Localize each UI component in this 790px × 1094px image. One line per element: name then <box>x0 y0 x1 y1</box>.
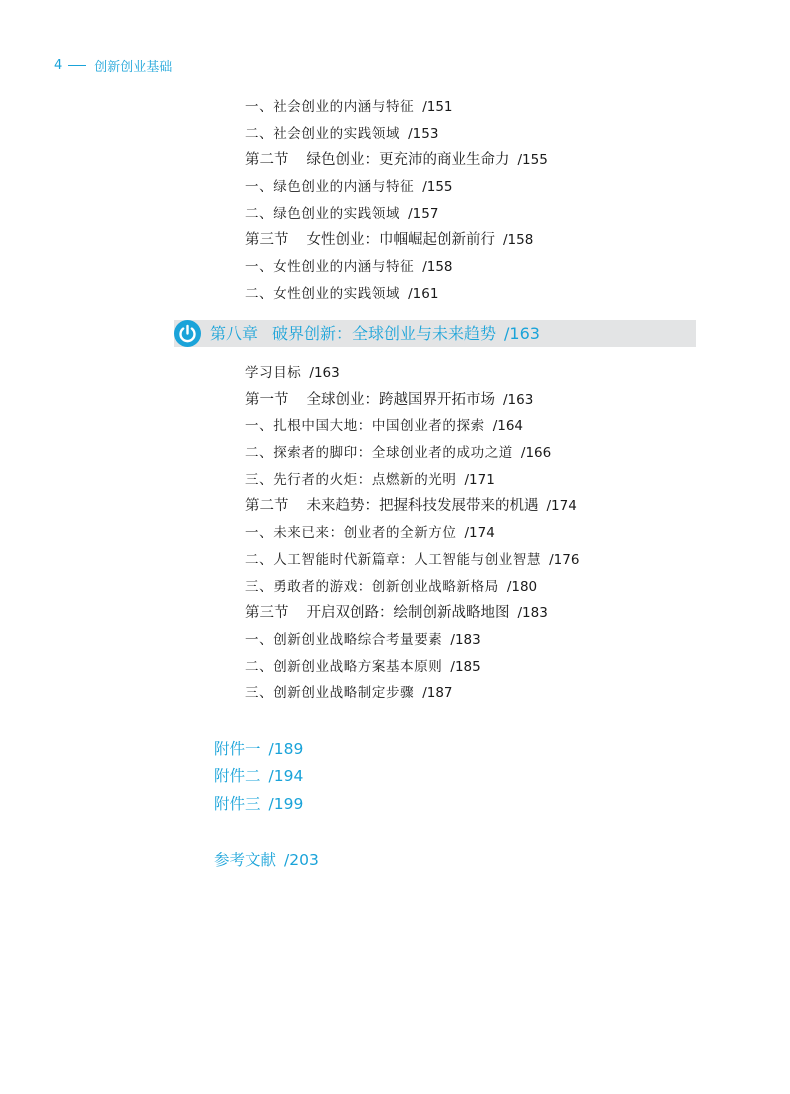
entry-page: /166 <box>520 445 552 462</box>
entry-page: /187 <box>422 685 453 702</box>
toc-item-entry[interactable] <box>245 520 765 547</box>
entry-title: 一、创新创业战略综合考量要素 <box>245 631 443 648</box>
entry-title: 全球创业：跨越国界开拓市场 <box>306 391 495 408</box>
entry-title: 一、未来已来：创业者的全新方位 <box>245 525 457 542</box>
chapter-heading[interactable] <box>210 320 540 347</box>
entry-page: /155 <box>422 179 453 196</box>
appendix-label: 附件三 <box>214 795 261 813</box>
entry-page: /151 <box>422 99 453 115</box>
toc-item-entry[interactable] <box>245 254 765 281</box>
entry-page: /171 <box>464 471 495 488</box>
entry-title: 绿色创业：更充沛的商业生命力 <box>306 152 510 169</box>
header-rule <box>68 65 86 66</box>
entry-page: /185 <box>450 658 481 675</box>
chapter-number: 第八章 <box>210 324 259 343</box>
entry-page: /157 <box>408 205 439 222</box>
entry-title: 二、创新创业战略方案基本原则 <box>245 658 443 675</box>
entry-title: 开启双创路：绘制创新战略地图 <box>306 605 510 622</box>
entry-page: /161 <box>408 285 439 302</box>
toc-item-entry[interactable] <box>245 654 765 681</box>
entry-title: 未来趋势：把握科技发展带来的机遇 <box>306 498 539 515</box>
entry-page: /163 <box>503 391 534 408</box>
references-entry[interactable] <box>214 846 319 874</box>
running-header <box>54 56 172 74</box>
section-number: 第三节 <box>245 232 289 249</box>
toc-item-entry[interactable] <box>245 440 765 467</box>
entry-page: /158 <box>422 259 453 276</box>
references-page: /203 <box>284 851 319 869</box>
toc-section-entry[interactable] <box>245 147 765 174</box>
toc-item-entry[interactable] <box>245 467 765 494</box>
entry-title: 学习目标 <box>245 365 302 381</box>
toc-item-entry[interactable] <box>245 413 765 440</box>
toc-item-entry[interactable] <box>245 574 765 601</box>
toc-item-entry[interactable] <box>245 360 765 387</box>
chapter-page: /163 <box>504 324 540 343</box>
toc-item-entry[interactable] <box>245 201 765 228</box>
entry-page: /180 <box>506 578 538 595</box>
section-number: 第二节 <box>245 498 289 515</box>
entry-title: 二、探索者的脚印：全球创业者的成功之道 <box>245 445 513 462</box>
entry-title: 三、先行者的火炬：点燃新的光明 <box>245 471 457 488</box>
section-number: 第三节 <box>245 605 289 622</box>
toc-item-entry[interactable] <box>245 121 765 148</box>
entry-page: /183 <box>450 631 481 648</box>
entry-title: 二、人工智能时代新篇章：人工智能与创业智慧 <box>245 551 542 568</box>
toc-item-entry[interactable] <box>245 547 765 574</box>
toc-section-entry[interactable] <box>245 387 765 414</box>
entry-title: 一、扎根中国大地：中国创业者的探索 <box>245 418 485 435</box>
appendix-entry-3[interactable] <box>214 790 303 818</box>
toc-section-entry[interactable] <box>245 600 765 627</box>
entry-title: 一、社会创业的内涵与特征 <box>245 99 415 115</box>
power-icon <box>174 320 201 347</box>
toc-item-entry[interactable] <box>245 174 765 201</box>
appendix-label: 附件一 <box>214 740 261 758</box>
entry-title: 女性创业：巾帼崛起创新前行 <box>306 232 495 249</box>
entry-page: /174 <box>546 498 577 515</box>
entry-title: 一、绿色创业的内涵与特征 <box>245 179 415 196</box>
toc-section-entry[interactable] <box>245 493 765 520</box>
appendix-label: 附件二 <box>214 767 261 785</box>
appendix-page: /199 <box>268 795 304 813</box>
toc-list-chapter8 <box>245 360 765 707</box>
toc-list-chapter7-tail <box>245 94 765 308</box>
toc-item-entry[interactable] <box>245 627 765 654</box>
toc-item-entry[interactable] <box>245 680 765 707</box>
toc-section-entry[interactable] <box>245 227 765 254</box>
chapter-title-text: 破界创新：全球创业与未来趋势 <box>272 324 497 343</box>
toc-item-entry[interactable] <box>245 281 765 308</box>
entry-title: 二、女性创业的实践领域 <box>245 285 401 302</box>
section-number: 第二节 <box>245 152 289 169</box>
entry-page: /176 <box>549 551 580 568</box>
entry-page: /153 <box>408 125 439 142</box>
entry-page: /174 <box>464 525 495 542</box>
book-title: 创新创业基础 <box>94 59 173 75</box>
appendix-page: /189 <box>268 740 304 758</box>
toc-item-entry[interactable] <box>245 94 765 121</box>
appendix-entry-1[interactable] <box>214 735 303 763</box>
entry-page: /183 <box>517 605 548 622</box>
entry-title: 二、社会创业的实践领域 <box>245 125 401 142</box>
entry-page: /164 <box>492 418 524 435</box>
entry-page: /163 <box>309 365 340 381</box>
section-number: 第一节 <box>245 391 289 408</box>
entry-page: /155 <box>517 152 548 169</box>
entry-title: 一、女性创业的内涵与特征 <box>245 259 415 276</box>
entry-title: 三、勇敢者的游戏：创新创业战略新格局 <box>245 578 499 595</box>
appendix-page: /194 <box>268 767 304 785</box>
entry-page: /158 <box>503 232 534 249</box>
appendix-entry-2[interactable] <box>214 762 303 790</box>
references-label: 参考文献 <box>214 851 277 869</box>
page-number: 4 <box>54 57 63 73</box>
entry-title: 三、创新创业战略制定步骤 <box>245 685 415 702</box>
entry-title: 二、绿色创业的实践领域 <box>245 205 401 222</box>
